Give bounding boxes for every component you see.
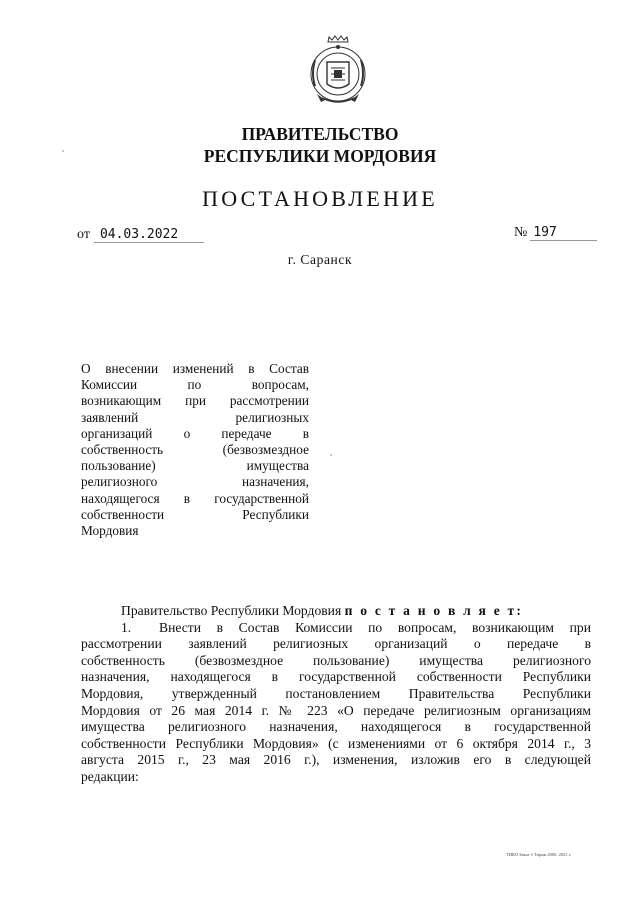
- subject-line: возникающим при рассмотрении: [81, 393, 309, 409]
- body-line: рассмотрении заявлений религиозных организаций о передаче в: [81, 636, 591, 652]
- body-line: имущества религиозного назначения, находящегося в государственной: [81, 719, 591, 735]
- body-line: собственности Республики Мордовия» (с изменениями от 6 октября 2014 г., 3: [81, 735, 591, 751]
- subject-line: собственность (безвозмездное: [81, 441, 309, 457]
- number-value: 197: [530, 225, 597, 241]
- decree-body: [81, 603, 591, 786]
- subject-line: заявлений религиозных: [81, 409, 309, 425]
- organization-name-line2: РЕСПУБЛИКИ МОРДОВИЯ: [203, 146, 437, 166]
- preamble-text: Правительство Республики Мордовия: [121, 603, 342, 618]
- body-line: редакции:: [81, 768, 139, 784]
- body-line: Мордовия от 26 мая 2014 г. № 223 «О передаче религиозным организациям: [81, 702, 591, 718]
- body-line: августа 2015 г., 23 мая 2016 г.), изменения, изложив его в следующей: [81, 752, 591, 768]
- subject-line: пользование) имущества: [81, 458, 309, 474]
- subject-line: О внесении изменений в Состав: [81, 361, 309, 376]
- body-line: собственность (безвозмездное пользование) имущества религиозного: [81, 652, 591, 668]
- resolves-word: п о с т а н о в л я е т:: [344, 603, 524, 618]
- subject-line: религиозного назначения,: [81, 474, 309, 490]
- subject-line: собственности Республики: [81, 506, 309, 522]
- scan-speck: [62, 150, 64, 152]
- document-type-title: ПОСТАНОВЛЕНИЕ: [202, 186, 438, 211]
- decree-date: [77, 226, 204, 244]
- city-name: г. Саранск: [287, 252, 353, 267]
- scan-speck: [330, 454, 332, 456]
- body-line: Мордовия, утвержденный постановлением Правительства Республики: [81, 685, 591, 701]
- item-text: Внести в Состав Комиссии по вопросам, возникающим при: [159, 619, 591, 635]
- number-prefix: №: [514, 225, 528, 240]
- subject-line: Мордовия: [81, 522, 139, 538]
- subject-line: находящегося в государственной: [81, 490, 309, 506]
- subject-line: организаций о передаче в: [81, 425, 309, 441]
- item-first-line: [81, 620, 591, 637]
- organization-name-line1: ПРАВИТЕЛЬСТВО: [241, 124, 399, 144]
- decree-subject: [81, 361, 309, 539]
- body-line: назначения, находящегося в государственной собственности Республики: [81, 669, 591, 685]
- print-code: ТИКО Заказ 3 Тираж 2000. 2021 г.: [506, 852, 572, 857]
- decree-number: [514, 224, 597, 242]
- coat-of-arms-icon: [303, 34, 373, 110]
- date-prefix: от: [77, 227, 90, 242]
- date-value: 04.03.2022: [94, 227, 204, 243]
- subject-line: Комиссии по вопросам,: [81, 377, 309, 393]
- preamble-line: [81, 603, 591, 620]
- item-number: 1.: [121, 619, 132, 635]
